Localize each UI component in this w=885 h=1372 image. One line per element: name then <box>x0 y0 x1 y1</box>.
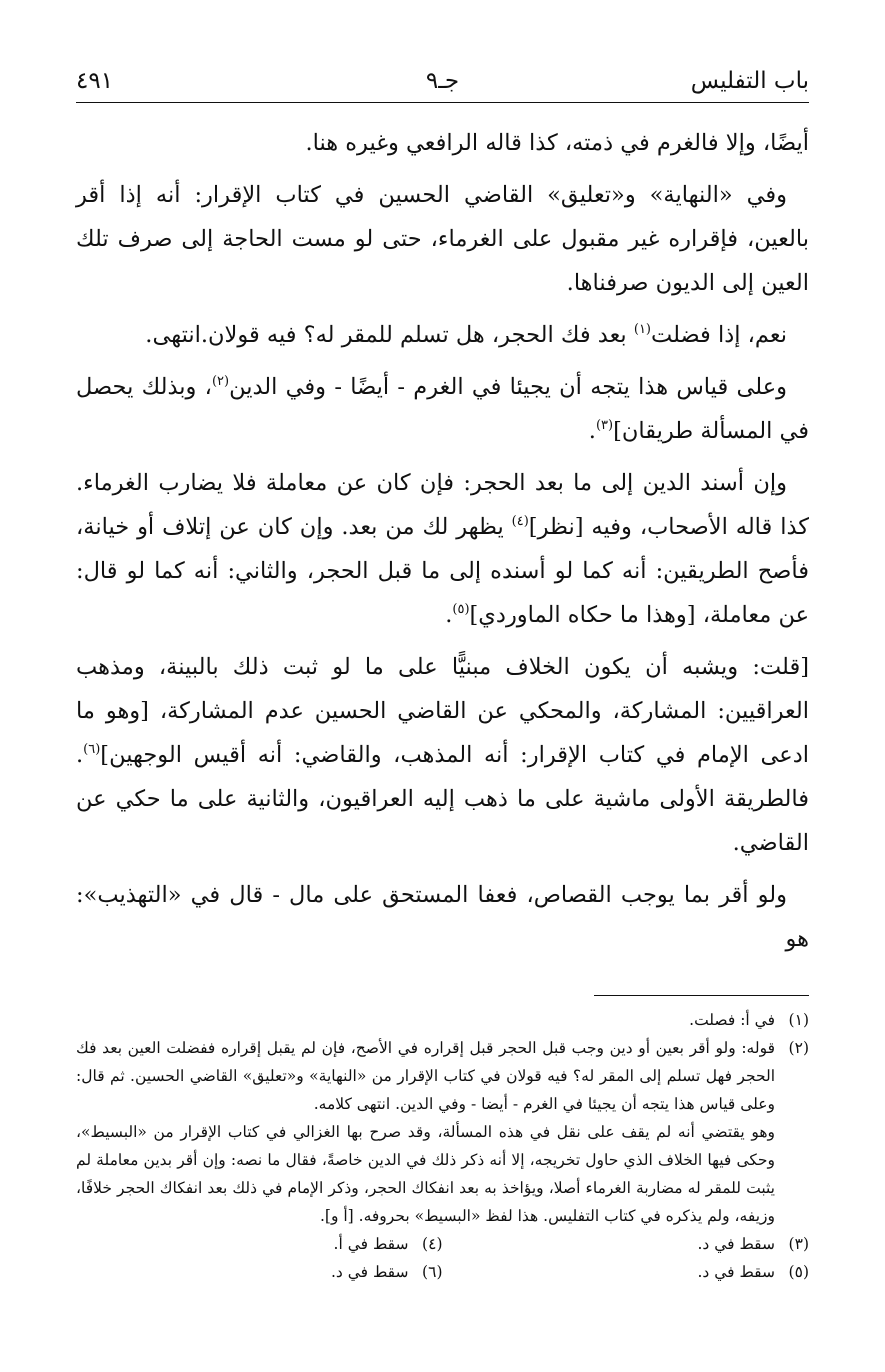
footnote-ref[interactable]: (٢) <box>211 374 230 389</box>
chapter-title: باب التفليس <box>690 68 809 94</box>
page-number: ٤٩١ <box>76 68 114 94</box>
footnote-rule <box>594 995 809 996</box>
paragraph: أيضًا، وإلا فالغرم في ذمته، كذا قاله الرافعي وغيره هنا. <box>305 130 809 156</box>
footnote-4: (٤) سقط في أ. <box>333 1235 443 1253</box>
footnote-row <box>76 1258 809 1286</box>
paragraph: وعلى قياس هذا يتجه أن يجيئا في الغرم - أيضًا - وفي الدين$^{(٢)}$، وبذلك يحصل في المسألة طريقان]$^{(٣)}$. <box>76 374 809 444</box>
footnote-row <box>76 1230 809 1258</box>
footnote-ref[interactable]: (٣) <box>595 418 614 433</box>
header-rule <box>76 102 809 103</box>
main-text <box>76 121 809 961</box>
footnote-3: (٣) سقط في د. <box>697 1235 809 1253</box>
page-header <box>76 64 809 98</box>
paragraph: وإن أسند الدين إلى ما بعد الحجر: فإن كان عن معاملة فلا يضارب الغرماء. كذا قاله الأصحاب، وفيه [نظر]$^{(٤)}$ يظهر لك من بعد. وإن كان عن إتلاف أو خيانة، فأصح الطريقين: أنه كما لو أسنده إلى ما قبل الحجر، والثاني: أنه كما لو قال: عن معاملة، [وهذا ما حكاه الماوردي]$^{(٥)}$. <box>76 470 809 628</box>
footnote-1: (١) في أ: فصلت. <box>689 1011 809 1029</box>
paragraph: نعم، إذا فضلت$^{(١)}$ بعد فك الحجر، هل تسلم للمقر له؟ فيه قولان.انتهى. <box>145 322 787 348</box>
footnote-ref[interactable]: (٦) <box>83 742 101 757</box>
paragraph: [قلت: ويشبه أن يكون الخلاف مبنيًّا على ما لو ثبت ذلك بالبينة، ومذهب العراقيين: المشاركة، والمحكي عن القاضي الحسين عدم المشاركة، [وهو ما ادعى الإمام في كتاب الإقرار: أنه المذهب، والقاضي: أنه أقيس الوجهين]$^{(٦)}$. فالطريقة الأولى ماشية على ما ذهب إليه العراقيون، والثانية على ما حكي عن القاضي. <box>76 654 809 856</box>
footnote-ref[interactable]: (٥) <box>452 602 470 617</box>
footnote-5: (٥) سقط في د. <box>697 1263 809 1281</box>
footnote-6: (٦) سقط في د. <box>330 1263 443 1281</box>
paragraph: ولو أقر بما يوجب القصاص، فعفا المستحق على مال - قال في «التهذيب»: هو <box>76 882 809 952</box>
volume-label: جـ٩ <box>425 68 460 94</box>
footnote-2: (٢) قوله: ولو أقر بعين أو دين وجب قبل الحجر قبل إقراره في الأصح، فإن لم يقبل إقراره ففضلت العين بعد فك الحجر فهل تسلم إلى المقر له؟ فيه قولان في كتاب الإقرار من «النهاية» و«تعليق» القاضي الحسين. ثم قال: وعلى قياس هذا يتجه أن يجيئا في الغرم - أيضا - وفي الدين. انتهى كلامه. <box>76 1039 809 1113</box>
footnote-ref[interactable]: (٤) <box>511 514 529 529</box>
book-page <box>76 64 809 1332</box>
footnote-2-continuation: وهو يقتضي أنه لم يقف على نقل في هذه المسألة، وقد صرح بها الغزالي في كتاب الإقرار من «البسيط»، وحكى فيها الخلاف الذي حاول تخريجه، إلا أنه ذكر ذلك في الدين خاصةً، فقال ما نصه: وإن أقر بدين معاملة لم يثبت للمقر له مضاربة الغرماء أصلا، ويؤاخذ به بعد انفكاك الحجر، وذكر الإمام في ذلك بعد انفكاك الحجر خلافًا، وزيفه، ولم يذكره في كتاب التفليس. هذا لفظ «البسيط» بحروفه. [أ و]. <box>76 1123 775 1225</box>
paragraph: وفي «النهاية» و«تعليق» القاضي الحسين في كتاب الإقرار: أنه إذا أقر بالعين، فإقراره غير مقبول على الغرماء، حتى لو مست الحاجة إلى صرف تلك العين إلى الديون صرفناها. <box>76 182 809 296</box>
footnote-ref[interactable]: (١) <box>633 322 651 337</box>
footnotes <box>76 1006 809 1286</box>
